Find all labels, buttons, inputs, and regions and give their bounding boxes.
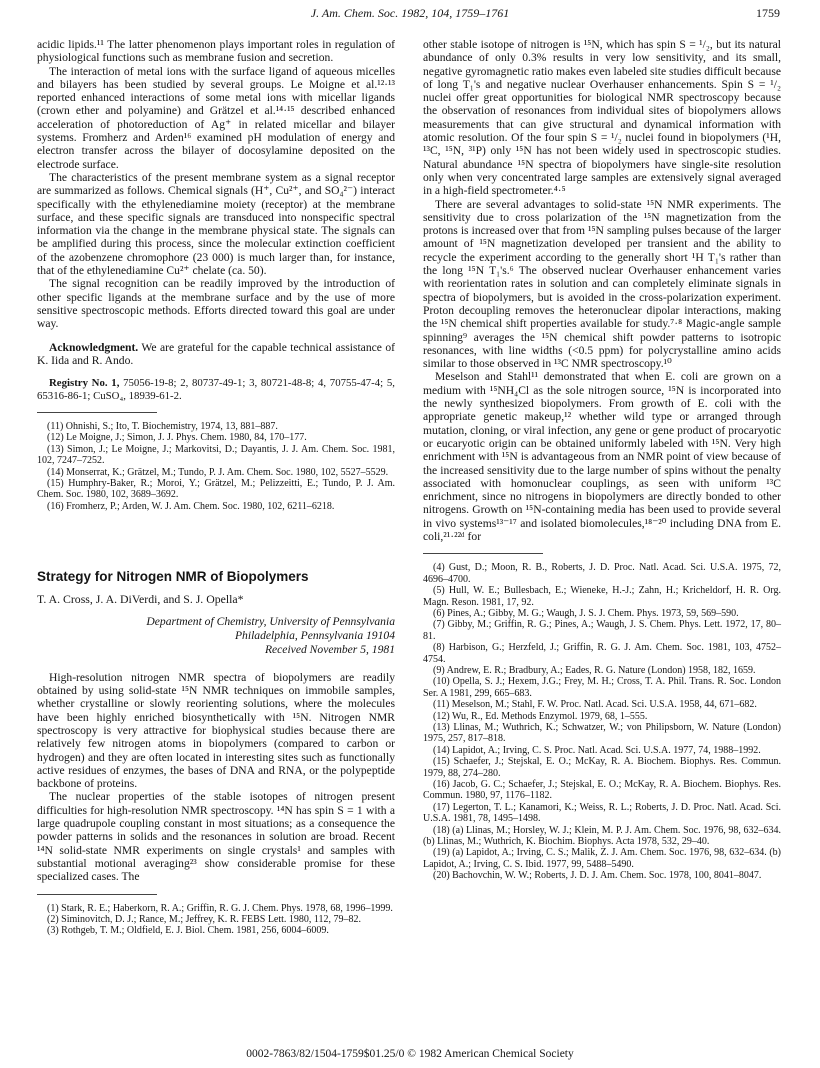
reference-list <box>423 562 781 881</box>
acknowledgment <box>37 341 395 368</box>
reference: (6) Pines, A.; Gibby, M. G.; Waugh, J. S. J. Chem. Phys. 1973, 59, 569–590. <box>433 607 739 619</box>
reference: (16) Jacob, G. C.; Schaefer, J.; Stejskal, E. O.; McKay, R. A. Biochem. Biophys. Res. Commun. 1980, 97, 1176–1182. <box>423 779 781 802</box>
reference: (12) Le Moigne, J.; Simon, J. J. Phys. Chem. 1980, 84, 170–177. <box>47 432 307 444</box>
left-column <box>37 38 395 937</box>
paragraph: other stable isotope of nitrogen is ¹⁵N, which has spin S = ¹/₂, but its natural abundance of only 0.3% results in very low sensitivity, and its small, negative gyromagnetic ratio makes even labeled site studies difficult because of long T₁'s and negative nuclear Overhauser enhancements. Spin S = ¹/₂ nuclei offer great opportunities for biological NMR spectroscopy because the observation of resonances from individual sites of biopolymers allows measurements that can give structural and dynamical information with atomic resolution. Of the four spin S = ¹/₂ nuclei found in biopolymers (¹H, ¹³C, ¹⁵N, ³¹P) only ¹⁵N has not been widely used in spectroscopic studies. Natural abundance ¹⁵N spectra of biopolymers have single-site resolution only when very concentrated large samples are extensively signal averaged in a high-field spectrometer.⁴·⁵ <box>423 38 781 198</box>
registry-label: Registry No. 1, <box>49 377 120 390</box>
registry-numbers <box>37 377 395 402</box>
affiliation-city: Philadelphia, Pennsylvania 19104 <box>234 628 395 642</box>
reference: (15) Humphry-Baker, R.; Moroi, Y.; Grätzel, M.; Pelizzeitti, E.; Tundo, P. J. Am. Chem. Soc. 1980, 102, 3689–3692. <box>37 477 395 501</box>
authors: T. A. Cross, J. A. DiVerdi, and S. J. Opella* <box>37 592 244 607</box>
reference: (13) Simon, J.; Le Moigne, J.; Markovitsi, D.; Dayantis, J. J. Am. Chem. Soc. 1981, 102, 7247–7252. <box>37 443 395 467</box>
reference: (12) Wu, R., Ed. Methods Enzymol. 1979, 68, 1–555. <box>433 710 648 722</box>
paragraph: The nuclear properties of the stable isotopes of nitrogen present difficulties for high-resolution NMR spectroscopy. ¹⁴N has spin S = 1 with a large quadrupole coupling constant in most situations; as a consequence the powder patterns in solids and the resonances in solution are broad. Recent ¹⁴N solid-state NMR experiments on single crystals¹ and samples with substantial motional averaging²³ show considerable promise for these specialized cases. The <box>37 790 395 884</box>
footnote-rule <box>37 894 157 895</box>
paragraph: acidic lipids.¹¹ The latter phenomenon plays important roles in regulation of physiological functions such as membrane fusion and secretion. <box>37 38 395 65</box>
journal-citation: J. Am. Chem. Soc. 1982, 104, 1759–1761 <box>310 6 510 20</box>
received-date: Received November 5, 1981 <box>264 642 395 656</box>
affiliation-department: Department of Chemistry, University of Pennsylvania <box>146 614 395 628</box>
paragraph: High-resolution nitrogen NMR spectra of biopolymers are readily obtained by using solid-state ¹⁵N NMR techniques on immobile samples, whether crystalline or slowly reorienting solutions, where the molecules have been highly enriched biosynthetically with ¹⁵N. Nitrogen NMR spectroscopy is very attractive for biophysical studies because there are relatively few nitrogen atoms in biopolymers (compared to carbon or hydrogen) and they are often located in interesting sites such as functionally active residues of enzymes, the bases of DNA and RNA, or the polypeptide backbone of proteins. <box>37 670 395 791</box>
reference: (14) Monserrat, K.; Grätzel, M.; Tundo, P. J. Am. Chem. Soc. 1980, 102, 5527–5529. <box>47 466 389 478</box>
reference: (13) Llinas, M.; Wuthrich, K.; Schwatzer, W.; von Philipsborn, W. Nature (London) 1975, 257, 817–818. <box>423 721 781 745</box>
reference: (3) Rothgeb, T. M.; Oldfield, E. J. Biol. Chem. 1981, 256, 6004–6009. <box>47 925 329 937</box>
acknowledgment-label: Acknowledgment. <box>49 340 139 354</box>
paragraph: There are several advantages to solid-state ¹⁵N NMR experiments. The sensitivity due to cross polarization of the ¹⁵N magnetization from the protons is increased over that from ¹⁵N sampling pulses because of the larger amount of ¹⁵N magnetization developed per transient and the ability to recycle the experiment according to the generally short ¹H T₁'s rather than the long ¹⁵N T₁'s.⁶ The observed nuclear Overhauser enhancement varies with reorientation rates in solution and can completely eliminate signals in spectra of biopolymers, but is avoided in the cross-polarization experiment. Proton decoupling removes the heteronuclear dipolar interactions, making the ¹⁵N chemical shift properties available for study.⁷·⁸ Magic-angle sample spinning⁹ averages the ¹⁵N chemical shift powder patterns to isotropic resonances, with line widths (<0.5 ppm) for polycrystalline amino acids similar to those observed in ¹³C NMR spectroscopy.¹⁰ <box>423 197 781 371</box>
reference: (20) Bachovchin, W. W.; Roberts, J. D. J. Am. Chem. Soc. 1978, 100, 8041–8047. <box>433 870 762 882</box>
reference: (10) Opella, S. J.; Hexem, J.G.; Frey, M. H.; Cross, T. A. Phil. Trans. R. Soc. London Ser. A 1981, 299, 665–683. <box>423 676 781 699</box>
reference-list <box>37 421 395 512</box>
reference: (9) Andrew, E. R.; Bradbury, A.; Eades, R. G. Nature (London) 1958, 182, 1659. <box>433 664 756 676</box>
reference: (11) Meselson, M.; Stahl, F. W. Proc. Natl. Acad. Sci. U.S.A. 1958, 44, 671–682. <box>433 699 757 711</box>
registry-text: 75056-19-8; 2, 80737-49-1; 3, 80721-48-8; 4, 70755-47-4; 5, 65316-86-1; CuSO₄, 18939-61-2. <box>37 377 395 402</box>
right-column <box>423 38 781 882</box>
paragraph: The signal recognition can be readily improved by the introduction of other specific ligands at the membrane surface and by the use of more sensitive spectroscopic methods. Efforts directed toward this goal are under way. <box>37 277 395 331</box>
footnote-rule <box>37 412 157 413</box>
reference: (17) Legerton, T. L.; Kanamori, K.; Weiss, R. L.; Roberts, J. D. Proc. Natl. Acad. Sci. U.S.A. 1981, 78, 1495–1498. <box>423 801 781 825</box>
reference: (14) Lapidot, A.; Irving, C. S. Proc. Natl. Acad. Sci. U.S.A. 1977, 74, 1988–1992. <box>433 744 761 756</box>
footnote-rule <box>423 553 543 554</box>
page-header <box>40 6 780 26</box>
page-number: 1759 <box>756 6 780 20</box>
article-title: Strategy for Nitrogen NMR of Biopolymers <box>37 569 309 585</box>
paragraph: Meselson and Stahl¹¹ demonstrated that when E. coli are grown on a medium with ¹⁵NH₄Cl as the sole nitrogen source, ¹⁵N is incorporated into the newly synthesized biopolymers. From growth of E. coli with the appropriate genetic makeup,¹² whether wild type or arranged through mutation, cloning, or viral infection, any gene or gene product of procaryotic or eucaryotic origin can be obtained uniformly labeled with ¹⁵N. Very high enrichment with ¹⁵N is advantageous from an NMR point of view because of the increased sensitivity due to the large number of spins without the penalty associated with homonuclear couplings, as seen with uniform ¹³C enrichment, since no nitrogens in biopolymers are directly bonded to other nitrogens. Growth on ¹⁵N-containing media has been used to provide several in vivo systems¹³⁻¹⁷ and isolated biomolecules,¹⁸⁻²⁰ including DNA from E. coli,²¹·²²ᵈ for <box>423 370 781 543</box>
acknowledgment-text: We are grateful for the capable technical assistance of K. Iida and R. Ando. <box>37 340 395 367</box>
reference: (5) Hull, W. E.; Bullesbach, E.; Wieneke, H.-J.; Zahn, H.; Kricheldorf, H. R. Org. Magn. Reson. 1981, 17, 92. <box>423 585 781 608</box>
reference: (16) Fromherz, P.; Arden, W. J. Am. Chem. Soc. 1980, 102, 6211–6218. <box>47 500 335 512</box>
reference: (7) Gibby, M.; Griffin, R. G.; Pines, A.; Waugh, J. S. Chem. Phys. Lett. 1972, 17, 80–81. <box>423 619 781 642</box>
reference: (19) (a) Lapidot, A.; Irving, C. S.; Malik, Z. J. Am. Chem. Soc. 1976, 98, 632–634. (b) Lapidot, A.; Irving, C. S. Ibid. 1977, 99, 5488–5490. <box>423 847 781 870</box>
paragraph: The interaction of metal ions with the surface ligand of aqueous micelles and bilayers has been studied by several groups. Le Moigne et al.¹²·¹³ reported enhanced interactions of some metal ions with micellar ligands (crown ether and polyamine) and Grätzel et al.¹⁴·¹⁵ described enhanced acceleration of photoreduction of Ag⁺ in related micellar and bilayer systems. Fromherz and Arden¹⁶ examined pH modulation of energy and electron transfer across the bilayer of docosylamine deposited on the electrode surface. <box>37 64 395 171</box>
reference: (8) Harbison, G.; Herzfeld, J.; Griffin, R. G. J. Am. Chem. Soc. 1981, 103, 4752–4754. <box>423 642 781 665</box>
reference: (18) (a) Llinas, M.; Horsley, W. J.; Klein, M. P. J. Am. Chem. Soc. 1976, 98, 632–634. (b) Llinas, M.; Wuthrich, K. Biochim. Biophys. Acta 1978, 532, 29–40. <box>423 824 781 848</box>
affiliation <box>37 615 395 657</box>
reference: (1) Stark, R. E.; Haberkorn, R. A.; Griffin, R. G. J. Chem. Phys. 1978, 68, 1996–1999. <box>47 902 393 914</box>
reference: (2) Siminovitch, D. J.; Rance, M.; Jeffrey, K. R. FEBS Lett. 1980, 112, 79–82. <box>47 913 362 925</box>
reference: (4) Gust, D.; Moon, R. B., Roberts, J. D. Proc. Natl. Acad. Sci. U.S.A. 1975, 72, 4696–4700. <box>423 562 781 585</box>
page-footer: 0002-7863/82/1504-1759$01.25/0 © 1982 American Chemical Society <box>246 1048 574 1060</box>
reference: (15) Schaefer, J.; Stejskal, E. O.; McKay, R. A. Biochem. Biophys. Res. Commun. 1979, 88, 274–280. <box>423 756 781 779</box>
paragraph: The characteristics of the present membrane system as a signal receptor are summarized as follows. Chemical signals (H⁺, Cu²⁺, and SO₄²⁻) interact specifically with the ethylenediamine moiety (receptor) at the membrane surface, and these specific signals are transduced into nonspecific spectral information via the change in the membrane physical state. The signals can be amplified during this process, since the molecular extinction coefficient of the azobenzene chromophore (23 000) is much larger than, for instance, that of the ethylenediamine Cu²⁺ chelate (ca. 50). <box>37 170 395 278</box>
reference: (11) Ohnishi, S.; Ito, T. Biochemistry, 1974, 13, 881–887. <box>47 420 278 432</box>
reference-list <box>37 903 395 937</box>
